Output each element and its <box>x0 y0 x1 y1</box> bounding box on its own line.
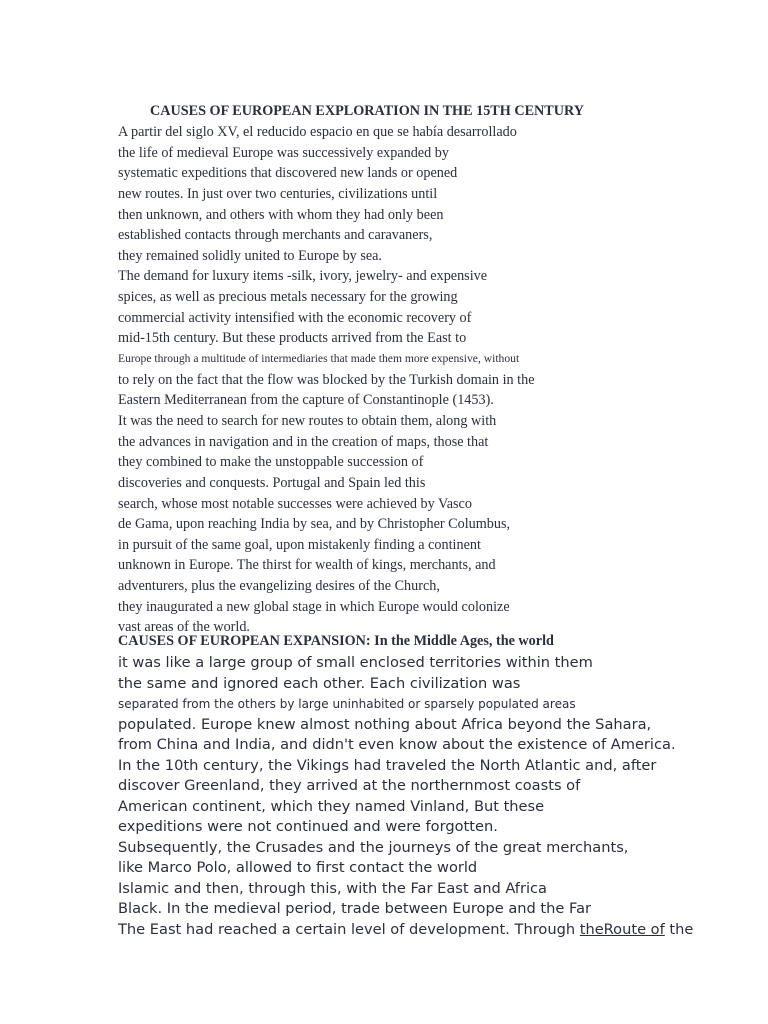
text-line: A partir del siglo XV, el reducido espacio en que se había desarrollado <box>118 124 517 140</box>
text-segment: The East had reached a certain level of development. Through <box>118 920 580 938</box>
text-line: Subsequently, the Crusades and the journeys of the great merchants, <box>118 838 629 856</box>
text-line: from China and India, and didn't even know about the existence of America. <box>118 736 676 753</box>
text-line: they combined to make the unstoppable succession of <box>118 454 424 471</box>
intro-paragraph <box>118 122 535 638</box>
text-line: de Gama, upon reaching India by sea, and by Christopher Columbus, <box>118 516 511 533</box>
text-line: the same and ignored each other. Each civilization was <box>118 674 521 692</box>
text-line: discover Greenland, they arrived at the northernmost coasts of <box>118 777 581 794</box>
text-line: then unknown, and others with whom they had only been <box>118 206 444 223</box>
text-line: populated. Europe knew almost nothing about Africa beyond the Sahara, <box>118 715 652 733</box>
text-line: vast areas of the world. <box>118 619 250 636</box>
text-line: American continent, which they named Vinland, But these <box>118 797 545 815</box>
text-line: established contacts through merchants and caravaners, <box>118 227 433 244</box>
text-line: Eastern Mediterranean from the capture of Constantinople (1453). <box>118 392 494 409</box>
text-line-last <box>118 920 693 941</box>
text-line: It was the need to search for new routes to obtain them, along with <box>118 412 497 429</box>
text-line: like Marco Polo, allowed to first contact the world <box>118 859 478 876</box>
text-line: search, whose most notable successes were achieved by Vasco <box>118 495 472 512</box>
text-line: Islamic and then, through this, with the Far East and Africa <box>118 879 547 897</box>
text-line: the advances in navigation and in the creation of maps, those that <box>118 433 489 450</box>
text-line: spices, as well as precious metals necessary for the growing <box>118 289 458 306</box>
text-line: to rely on the fact that the flow was blocked by the Turkish domain in the <box>118 371 535 388</box>
text-line: in pursuit of the same goal, upon mistakenly finding a continent <box>118 536 481 553</box>
text-line: In the 10th century, the Vikings had traveled the North Atlantic and, after <box>118 756 657 774</box>
text-line: expeditions were not continued and were forgotten. <box>118 818 498 835</box>
text-line: they inaugurated a new global stage in which Europe would colonize <box>118 598 510 615</box>
text-line: it was like a large group of small enclosed territories within them <box>118 654 593 671</box>
text-line: mid-15th century. But these products arrived from the East to <box>118 330 467 347</box>
text-line: adventurers, plus the evangelizing desires of the Church, <box>118 578 440 595</box>
text-line: the life of medieval Europe was successively expanded by <box>118 144 449 161</box>
text-line: Black. In the medieval period, trade between Europe and the Far <box>118 900 592 917</box>
expansion-paragraph <box>118 653 693 940</box>
text-line: systematic expeditions that discovered new lands or opened <box>118 165 458 182</box>
section-heading: CAUSES OF EUROPEAN EXPANSION: In the Middle Ages, the world <box>118 633 554 649</box>
text-line: The demand for luxury items -silk, ivory, jewelry- and expensive <box>118 268 488 285</box>
text-line: Europe through a multitude of intermediaries that made them more expensive, without <box>118 352 520 366</box>
document-title: CAUSES OF EUROPEAN EXPLORATION IN THE 15TH CENTURY <box>150 103 584 119</box>
text-line: discoveries and conquests. Portugal and Spain led this <box>118 474 426 491</box>
route-link[interactable]: theRoute of <box>579 920 665 938</box>
text-line: unknown in Europe. The thirst for wealth of kings, merchants, and <box>118 557 496 574</box>
text-line: they remained solidly united to Europe by sea. <box>118 247 382 264</box>
text-segment: the <box>664 920 694 938</box>
text-line: new routes. In just over two centuries, civilizations until <box>118 185 438 202</box>
text-line: commercial activity intensified with the economic recovery of <box>118 309 472 326</box>
text-line: separated from the others by large uninhabited or sparsely populated areas <box>118 697 576 711</box>
